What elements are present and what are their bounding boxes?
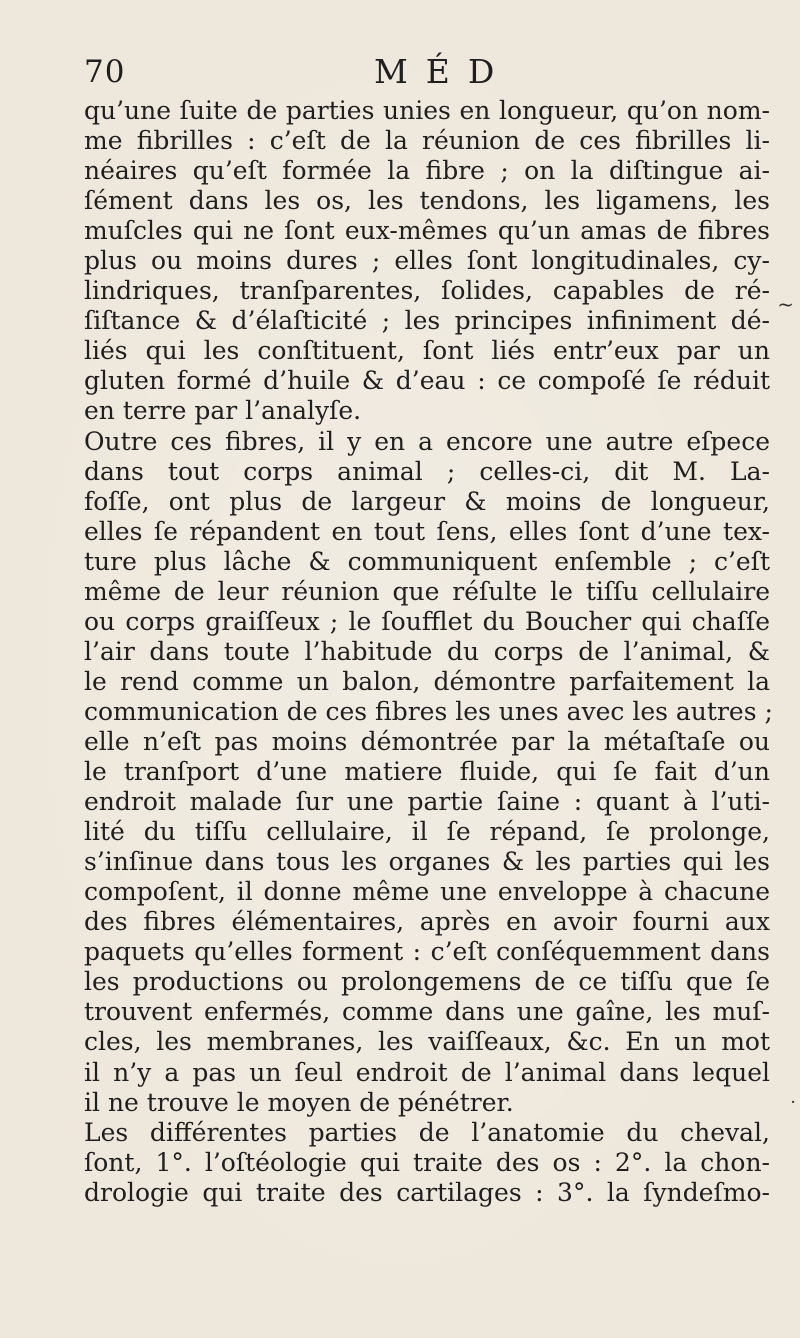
- text-line: plus ou moins dures ; elles ſont longitudinales, cy-: [84, 246, 770, 276]
- text-line: communication de ces fibres les unes avec les autres ;: [84, 696, 773, 726]
- text-line: ſont, 1°. l’oſtéologie qui traite des os : 2°. la chon-: [84, 1147, 770, 1177]
- text-line: lité du tiſſu cellulaire, il ſe répand, ſe prolonge,: [84, 817, 770, 847]
- text-line: ture plus lâche & communiquent enſemble ; c’eſt: [84, 546, 770, 576]
- text-line: endroit malade ſur une partie ſaine : quant à l’uti-: [84, 787, 770, 817]
- text-line: gluten formé d’huile & d’eau : ce compoſé ſe réduit: [84, 366, 770, 396]
- text-line: ou corps graiſſeux ; le ſoufflet du Boucher qui chaſſe: [84, 606, 770, 636]
- text-line: le tranſport d’une matiere fluide, qui ſe fait d’un: [84, 757, 770, 787]
- text-line: le rend comme un balon, démontre parfaitement la: [84, 666, 770, 696]
- page-number: 70: [84, 54, 126, 90]
- text-line: même de leur réunion que réſulte le tiſſu cellulaire: [84, 576, 770, 606]
- text-line: cles, les membranes, les vaiſſeaux, &c. En un mot: [84, 1027, 770, 1057]
- text-line: lindriques, tranſparentes, ſolides, capables de ré-: [84, 276, 770, 306]
- text-line: en terre par l’analyſe.: [84, 396, 362, 426]
- text-line: des fibres élémentaires, après en avoir fourni aux: [84, 907, 770, 937]
- text-line: ſiſtance & d’élaſticité ; les principes infiniment dé-: [84, 306, 770, 336]
- text-line: Outre ces fibres, il y en a encore une autre eſpece: [84, 426, 770, 456]
- text-line: compoſent, il donne même une enveloppe à chacune: [84, 877, 770, 907]
- text-line: l’air dans toute l’habitude du corps de l’animal, &: [84, 636, 770, 666]
- text-line: foſſe, ont plus de largeur & moins de longueur,: [84, 486, 770, 516]
- text-line: muſcles qui ne ſont eux-mêmes qu’un amas de fibres: [84, 216, 770, 246]
- text-line: qu’une ſuite de parties unies en longueur, qu’on nom‑: [84, 96, 770, 125]
- text-line: dans tout corps animal ; celles-ci, dit M. La-: [84, 456, 770, 486]
- text-line: paquets qu’elles forment : c’eſt conſéquemment dans: [84, 937, 770, 967]
- text-line: Les différentes parties de l’anatomie du cheval,: [84, 1117, 770, 1147]
- text-line: trouvent enfermés, comme dans une gaîne, les muſ-: [84, 997, 770, 1027]
- text-line: il ne trouve le moyen de pénétrer.: [84, 1087, 514, 1117]
- page-header: [0, 54, 800, 94]
- margin-mark: ~: [777, 292, 794, 316]
- text-line: elle n’eſt pas moins démontrée par la métaſtaſe ou: [84, 726, 770, 756]
- text-line: ſément dans les os, les tendons, les ligamens, les: [84, 186, 770, 216]
- running-head: MÉD: [374, 52, 513, 91]
- text-line: les productions ou prolongemens de ce tiſſu que ſe: [84, 967, 770, 997]
- text-line: me fibrilles : c’eſt de la réunion de ces fibrilles li-: [84, 126, 770, 156]
- text-line: néaires qu’eſt formée la fibre ; on la diſtingue ai-: [84, 156, 770, 186]
- text-line: elles ſe répandent en tout ſens, elles ſont d’une tex-: [84, 516, 770, 546]
- body-text: [84, 96, 773, 1208]
- margin-mark-lower: ·: [790, 1092, 796, 1113]
- text-line: s’inſinue dans tous les organes & les parties qui les: [84, 847, 770, 877]
- text-line: liés qui les conſtituent, ſont liés entr’eux par un: [84, 336, 770, 366]
- text-line: drologie qui traite des cartilages : 3°. la ſyndeſmo-: [84, 1177, 770, 1207]
- text-line: il n’y a pas un ſeul endroit de l’animal dans lequel: [84, 1057, 770, 1087]
